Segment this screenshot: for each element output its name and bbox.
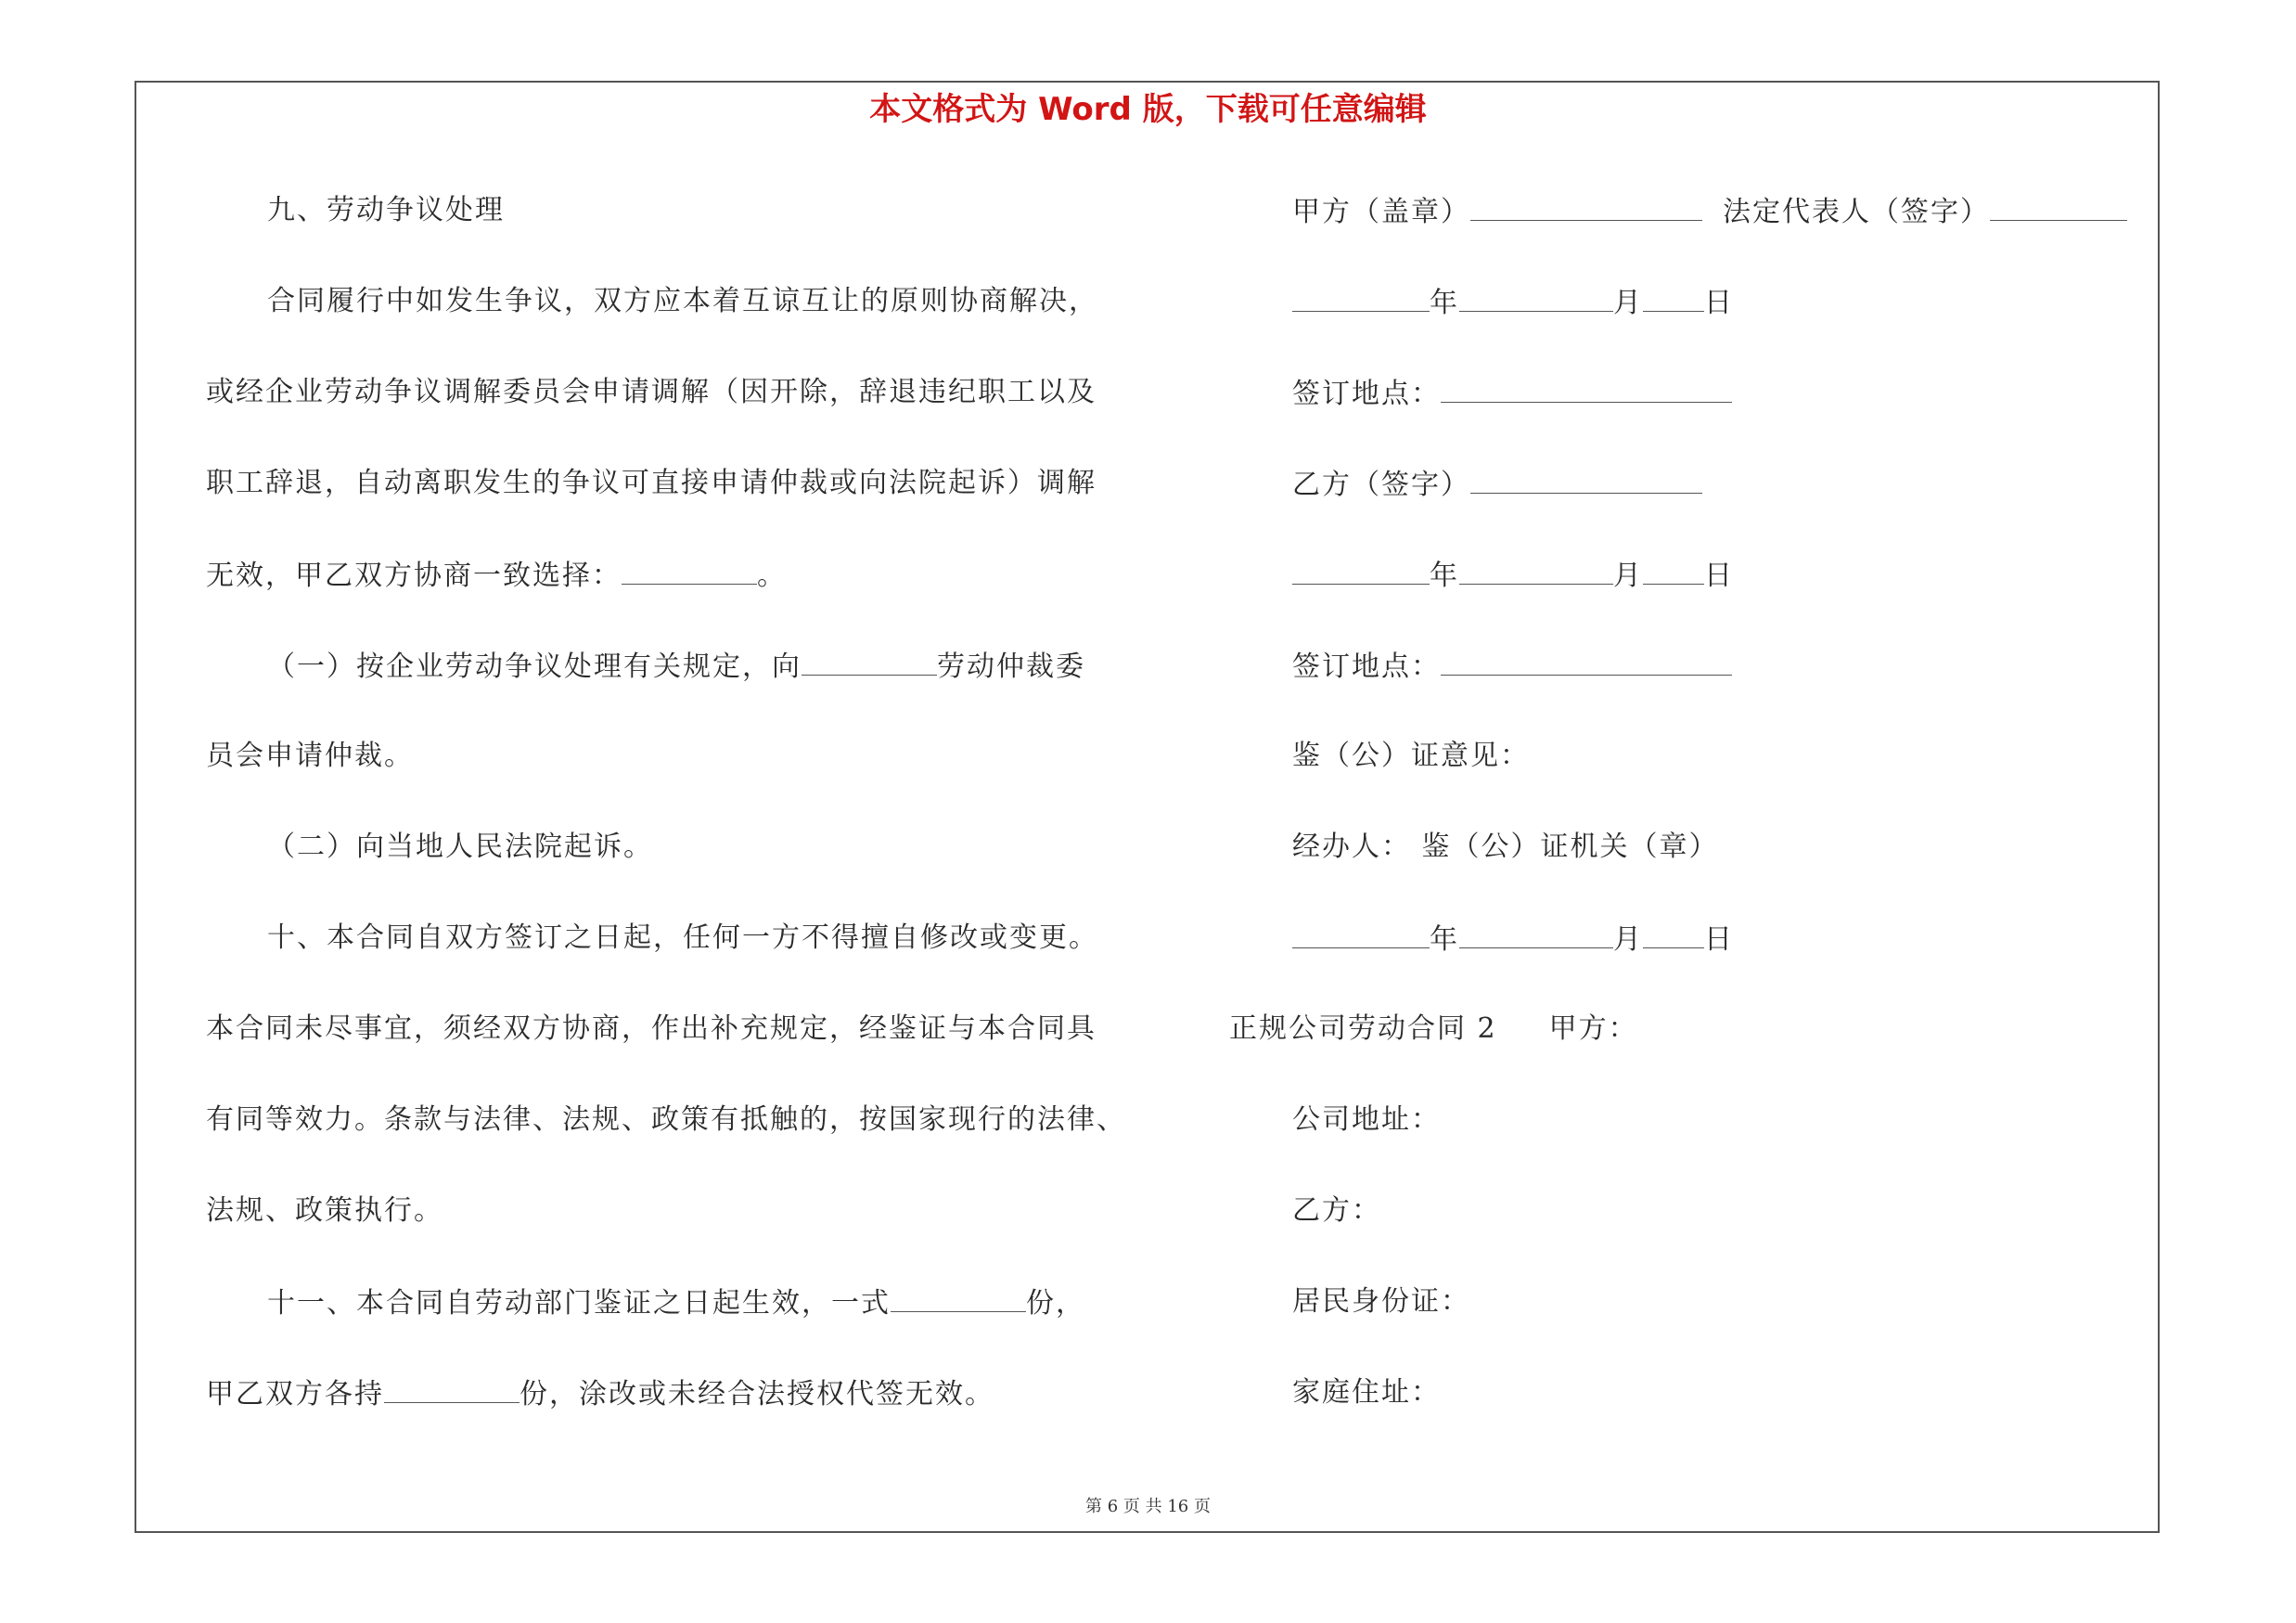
- notary-agent-line: 经办人： 鉴（公）证机关（章）: [1292, 831, 1719, 863]
- blank-day: [1643, 556, 1704, 585]
- contract-2-title-line: 正规公司劳动合同 2 甲方：: [1229, 1012, 1638, 1045]
- paragraph-line: 员会申请仲裁。: [206, 740, 414, 772]
- party-b-signature-line: 乙方（签字）: [1292, 465, 1702, 504]
- date-line: 年 月 日: [1292, 920, 1734, 959]
- notary-opinion-line: 鉴（公）证意见：: [1292, 740, 1530, 772]
- company-address-line: 公司地址：: [1292, 1103, 1441, 1136]
- paragraph-line: 职工辞退，自动离职发生的争议可直接申请仲裁或向法院起诉）调解: [206, 467, 1097, 499]
- paragraph-line: 本合同未尽事宜，须经双方协商，作出补充规定，经鉴证与本合同具: [206, 1012, 1097, 1045]
- paragraph-line: 法规、政策执行。: [206, 1194, 443, 1227]
- blank-year: [1292, 283, 1430, 312]
- blank-field: [891, 1283, 1026, 1312]
- blank-field: [384, 1374, 519, 1403]
- date-line: 年 月 日: [1292, 556, 1734, 595]
- blank-year: [1292, 556, 1430, 585]
- date-line: 年 月 日: [1292, 283, 1734, 322]
- blank-year: [1292, 920, 1430, 948]
- party-a-signature-line: 甲方（盖章） 法定代表人（签字）: [1292, 192, 2127, 231]
- paragraph-line: 有同等效力。条款与法律、法规、政策有抵触的，按国家现行的法律、: [206, 1103, 1126, 1136]
- blank-month: [1459, 556, 1613, 585]
- section-11-heading: 十一、本合同自劳动部门鉴证之日起生效，一式 份，: [267, 1283, 1085, 1322]
- signing-place-line: 签订地点：: [1292, 374, 1732, 413]
- paragraph-line: 甲乙双方各持 份，涂改或未经合法授权代签无效。: [206, 1374, 994, 1413]
- edit-notice-banner: 本文格式为 Word 版，下载可任意编辑: [869, 91, 1427, 128]
- id-card-line: 居民身份证：: [1292, 1285, 1470, 1318]
- page-number: 第 6 页 共 16 页: [1085, 1497, 1211, 1516]
- blank-day: [1643, 920, 1704, 948]
- blank-field: [1441, 647, 1732, 676]
- blank-field: [1990, 192, 2127, 221]
- paragraph-line: 合同履行中如发生争议，双方应本着互谅互让的原则协商解决，: [267, 285, 1098, 317]
- option-2-line: （二）向当地人民法院起诉。: [267, 831, 653, 863]
- blank-day: [1643, 283, 1704, 312]
- section-10-heading: 十、本合同自双方签订之日起，任何一方不得擅自修改或变更。: [267, 921, 1098, 954]
- blank-field: [1441, 374, 1732, 403]
- paragraph-line: 或经企业劳动争议调解委员会申请调解（因开除，辞退违纪职工以及: [206, 376, 1097, 408]
- option-1-line: （一）按企业劳动争议处理有关规定，向 劳动仲裁委: [267, 647, 1085, 686]
- section-9-heading: 九、劳动争议处理: [267, 194, 505, 226]
- blank-field: [1470, 465, 1702, 494]
- blank-field: [622, 556, 757, 585]
- home-address-line: 家庭住址：: [1292, 1376, 1441, 1409]
- paragraph-line: 无效，甲乙双方协商一致选择： 。: [206, 556, 787, 595]
- party-b-line: 乙方：: [1292, 1194, 1381, 1227]
- blank-field: [802, 647, 937, 676]
- blank-month: [1459, 920, 1613, 948]
- blank-month: [1459, 283, 1613, 312]
- signing-place-line: 签订地点：: [1292, 647, 1732, 686]
- blank-field: [1470, 192, 1702, 221]
